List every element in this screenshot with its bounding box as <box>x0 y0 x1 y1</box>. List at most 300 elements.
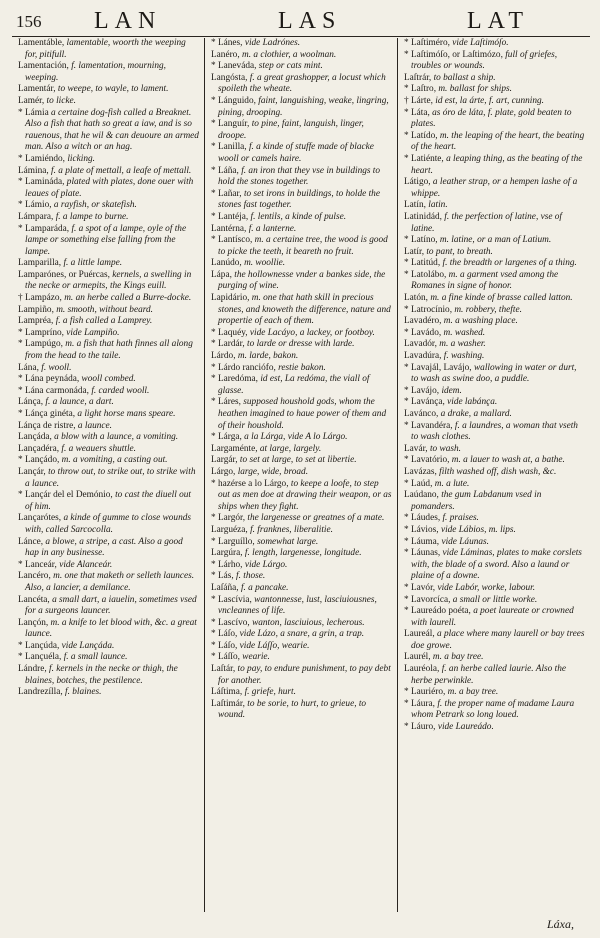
running-head-right: LAT <box>467 8 529 34</box>
dictionary-entry <box>18 641 199 653</box>
entry-definition: m. smooth, without beard. <box>56 304 153 315</box>
entry-headword: * Lamiéndo, <box>18 153 68 164</box>
entry-headword: * Lavorcíca, <box>404 594 453 605</box>
dictionary-entry <box>404 73 585 85</box>
entry-definition: the largenesse or greatnes of a mate. <box>247 513 385 524</box>
entry-headword: * Lávios, <box>404 524 441 535</box>
entry-headword: Lancéro, <box>18 571 54 582</box>
dictionary-entry <box>18 316 199 328</box>
dictionary-entry <box>18 258 199 270</box>
entry-headword: Lançarótes, <box>18 513 64 524</box>
entry-headword: * Lavatório, <box>404 455 452 466</box>
dictionary-entry <box>211 444 392 456</box>
dictionary-entry <box>404 421 585 444</box>
entry-headword: Lánça de ristre, <box>18 420 78 431</box>
entry-definition: vide Lacáyo, a lackey, or footboy. <box>249 327 375 338</box>
dictionary-entry <box>18 363 199 375</box>
dictionary-entry <box>404 351 585 363</box>
entry-headword: * Latrocínio, <box>404 304 455 315</box>
entry-definition: a place where many laurell or bay trees doe growe. <box>411 629 585 651</box>
dictionary-entry <box>211 224 392 236</box>
dictionary-entry <box>18 38 199 61</box>
entry-definition: f. a small launce. <box>63 652 128 663</box>
entry-headword: Lárdo, <box>211 351 238 362</box>
dictionary-entry <box>18 455 199 467</box>
dictionary-entry <box>18 200 199 212</box>
entry-headword: * Laquéy, <box>211 327 250 338</box>
entry-headword: Laſtrár, <box>404 72 434 83</box>
dictionary-entry <box>211 595 392 618</box>
entry-headword: * Latiénte, <box>404 153 447 164</box>
entry-headword: * Lánguido, <box>211 95 259 106</box>
entry-headword: * Latíno, <box>404 235 440 246</box>
entry-definition: a leaping thing, as the beating of the heart. <box>411 153 583 176</box>
entry-definition: to pant, to breath. <box>426 246 493 257</box>
entry-headword: * Lavánça, <box>404 397 448 408</box>
entry-definition: plated with plates, done ouer with leaues of plate. <box>25 177 194 199</box>
dictionary-entry <box>211 293 392 328</box>
dictionary-entry <box>18 84 199 96</box>
dictionary-entry <box>211 548 392 560</box>
dictionary-entry <box>18 154 199 166</box>
dictionary-entry <box>18 444 199 456</box>
entry-definition: to wash. <box>429 443 461 454</box>
entry-definition: to weepe, to wayle, to lament. <box>57 84 169 95</box>
entry-headword: * Laſtro, <box>404 84 439 95</box>
entry-headword: * Lárga, <box>211 432 245 443</box>
entry-headword: † Lárte, <box>404 95 436 106</box>
entry-headword: Lánça, <box>18 397 46 408</box>
entry-headword: * Lavajál, Lavájo, <box>404 362 474 373</box>
dictionary-entry <box>18 166 199 178</box>
dictionary-entry <box>404 247 585 259</box>
entry-definition: f. an herbe called laurie. Also the herbe perwinkle. <box>411 664 566 686</box>
entry-headword: Larguéza, <box>211 524 251 535</box>
entry-headword: * Latolábo, <box>404 269 449 280</box>
dictionary-entry <box>211 583 392 595</box>
dictionary-entry <box>211 351 392 363</box>
dictionary-entry <box>18 432 199 444</box>
dictionary-entry <box>211 525 392 537</box>
dictionary-entry <box>211 73 392 96</box>
column-3 <box>397 38 590 912</box>
dictionary-entry <box>211 339 392 351</box>
entry-headword: * Láſo, <box>211 629 240 640</box>
entry-headword: * Lançúda, <box>18 640 62 651</box>
entry-definition: vide Ladrónes. <box>244 38 301 48</box>
entry-headword: Lançáda, <box>18 432 55 443</box>
entry-definition: vide Láunas. <box>441 536 489 547</box>
entry-definition: id est, la árte, f. art, cunning. <box>435 95 544 106</box>
entry-definition: to pay, to endure punishment, to pay debt for another. <box>218 664 391 686</box>
entry-headword: Latón, <box>404 293 431 304</box>
entry-headword: * Lárdo ranciófo, <box>211 362 279 373</box>
entry-definition: latin. <box>428 200 448 211</box>
entry-definition: f. franknes, liberalitie. <box>250 524 333 535</box>
entry-headword: * Lanilla, <box>211 142 249 153</box>
entry-definition: vide Láminas, plates to make corslets with, the blade of a sword. Also a laund or plaine of a downe. <box>411 548 582 582</box>
dictionary-entry <box>404 154 585 177</box>
entry-headword: Laurél, <box>404 652 433 663</box>
column-2 <box>204 38 397 912</box>
entry-definition: f. those. <box>236 571 266 582</box>
entry-headword: * Latitúd, <box>404 258 443 269</box>
entry-headword: Landrezílla, <box>18 687 65 698</box>
dictionary-entry <box>211 119 392 142</box>
dictionary-entry <box>404 386 585 398</box>
entry-definition: idem. <box>441 385 462 396</box>
entry-definition: f. the breadth or largenes of a thing. <box>442 258 577 269</box>
dictionary-entry <box>18 61 199 84</box>
entry-definition: f. a lanterne. <box>248 223 297 234</box>
dictionary-entry <box>18 108 199 154</box>
dictionary-entry <box>18 328 199 340</box>
dictionary-entry <box>404 270 585 293</box>
entry-headword: Lamentáble, <box>18 38 67 48</box>
dictionary-entry <box>404 235 585 247</box>
dictionary-entry <box>404 50 585 73</box>
entry-definition: m. a washer. <box>439 339 486 350</box>
dictionary-entry <box>211 455 392 467</box>
entry-headword: * Lánça ginéta, <box>18 409 78 419</box>
dictionary-entry <box>404 316 585 328</box>
entry-definition: f. kernels in the necke or thigh, the blaines, botches, the pestilence. <box>25 664 178 686</box>
entry-headword: Lavadúra, <box>404 351 444 362</box>
entry-headword: * Lanceár, <box>18 559 60 570</box>
entry-headword: * Lascívo, <box>211 617 253 628</box>
entry-definition: vide Lázo, a snare, a grin, a trap. <box>239 629 365 640</box>
dictionary-entry <box>18 687 199 699</box>
entry-headword: Lápa, <box>211 269 235 280</box>
entry-headword: * Lavájo, <box>404 385 442 396</box>
dictionary-entry <box>404 490 585 513</box>
entry-definition: faint, languishing, weake, lingring, pining, drooping. <box>218 95 389 118</box>
dictionary-entry <box>211 687 392 699</box>
entry-definition: a launce. <box>77 420 112 431</box>
entry-definition: id est, La redóma, the viall of glasse. <box>218 374 370 396</box>
entry-headword: * Láudes, <box>404 513 443 524</box>
entry-definition: f. a pancake. <box>240 582 289 593</box>
entry-definition: f. an iron that they vse in buildings to hold the stones together. <box>218 165 381 188</box>
entry-definition: f. lentils, a kinde of pulse. <box>250 211 347 222</box>
entry-definition: m. a bay tree. <box>447 687 499 698</box>
dictionary-entry <box>211 571 392 583</box>
entry-definition: f. a plate of mettall, a leafe of mettall. <box>51 165 192 176</box>
entry-definition: a leather strap, or a hempen lashe of a whippe. <box>411 177 578 199</box>
dictionary-entry <box>211 328 392 340</box>
entry-definition: m. a vomiting, a casting out. <box>61 455 168 466</box>
entry-headword: * Lána carmonáda, <box>18 385 92 396</box>
entry-headword: * Laſtiméro, <box>404 38 453 48</box>
entry-headword: * Larguíllo, <box>211 536 258 547</box>
dictionary-entry <box>404 328 585 340</box>
entry-columns <box>12 38 590 912</box>
dictionary-entry <box>211 38 392 50</box>
entry-definition: m. robbery, thefte. <box>454 304 522 315</box>
entry-definition: f. a weauers shuttle. <box>61 443 136 454</box>
entry-headword: * Lavádo, <box>404 327 444 338</box>
entry-definition: somewhat large. <box>257 536 319 547</box>
dictionary-entry <box>404 513 585 525</box>
dictionary-entry <box>18 212 199 224</box>
entry-definition: m. ballast for ships. <box>438 84 512 95</box>
dictionary-entry <box>211 652 392 664</box>
entry-definition: vide Lárgo. <box>244 559 288 570</box>
entry-definition: to be sorie, to hurt, to grieue, to wound. <box>218 698 367 721</box>
entry-definition: vide Laſtimóſo. <box>452 38 509 48</box>
entry-headword: Lanúdo, <box>211 258 245 269</box>
entry-definition: m. woollie. <box>244 258 286 269</box>
entry-definition: m. a fine kinde of brasse called latton. <box>430 293 573 304</box>
dictionary-entry <box>18 374 199 386</box>
dictionary-entry <box>18 571 199 594</box>
dictionary-entry <box>18 421 199 433</box>
dictionary-entry <box>211 513 392 525</box>
dictionary-entry <box>211 537 392 549</box>
dictionary-entry <box>211 96 392 119</box>
entry-headword: Lavánco, <box>404 409 441 419</box>
entry-definition: to set at large, to set at libertie. <box>239 455 357 466</box>
dictionary-entry <box>404 525 585 537</box>
dictionary-entry <box>18 305 199 317</box>
dictionary-entry <box>211 629 392 641</box>
dictionary-entry <box>211 189 392 212</box>
entry-headword: * Láſſo, <box>211 652 243 663</box>
entry-headword: Lavadéro, <box>404 316 444 327</box>
dictionary-entry <box>404 108 585 131</box>
dictionary-entry <box>211 641 392 653</box>
entry-headword: Latinidád, <box>404 211 445 222</box>
entry-headword: * Láura, <box>404 698 438 709</box>
entry-definition: f. carded wooll. <box>91 385 150 396</box>
entry-headword: Lanéro, <box>211 49 242 60</box>
entry-definition: m. a fish that hath finnes all along from the head to the taile. <box>25 339 193 362</box>
entry-headword: Lamparilla, <box>18 258 64 269</box>
dictionary-entry <box>404 444 585 456</box>
entry-definition: to keepe a loofe, to step out as men doe at drawing their weapon, or as ships when they fight. <box>218 478 392 512</box>
entry-headword: Laſtár, <box>211 664 238 675</box>
entry-headword: * hazérse a lo Lárgo, <box>211 478 291 489</box>
entry-definition: f. a fish called a Lamprey. <box>55 316 153 327</box>
dictionary-entry <box>18 293 199 305</box>
entry-headword: Lamparónes, or Puércas, <box>18 269 113 280</box>
entry-definition: f. blaines. <box>64 687 102 698</box>
dictionary-entry <box>404 664 585 687</box>
dictionary-entry <box>211 374 392 397</box>
entry-definition: m. a certaine tree, the wood is good to picke the teeth, it beareth no fruit. <box>218 235 388 257</box>
dictionary-entry <box>18 270 199 293</box>
dictionary-entry <box>18 664 199 687</box>
entry-headword: Lançadéra, <box>18 443 62 454</box>
entry-headword: * Lampúgo, <box>18 339 66 350</box>
entry-headword: Lavár, <box>404 443 430 454</box>
entry-headword: Largár, <box>211 455 240 466</box>
entry-definition: a small dart, a iauelin, sometimes vsed for a surgeons launcer. <box>25 594 197 617</box>
dictionary-entry <box>18 595 199 618</box>
running-head-left: LAN <box>94 8 162 34</box>
dictionary-entry <box>18 652 199 664</box>
dictionary-entry <box>211 235 392 258</box>
entry-headword: Lamentár, <box>18 84 58 95</box>
entry-definition: a small or little worke. <box>452 594 538 605</box>
entry-definition: f. a spot of a lampe, oyle of the lampe or something else falling from the lampe. <box>25 223 187 257</box>
dictionary-entry <box>404 339 585 351</box>
entry-headword: * Láuro, <box>404 722 438 733</box>
entry-definition: m. the leaping of the heart, the beating of the heart. <box>411 130 585 153</box>
entry-definition: lamentable, woorth the weeping for, pitifull. <box>25 38 186 60</box>
entry-headword: Lançár, <box>18 466 49 477</box>
entry-definition: full of griefes, troubles or wounds. <box>411 49 558 72</box>
entry-definition: m. larde, bakon. <box>237 351 299 362</box>
entry-definition: wantonnesse, lust, lasciuiousnes, vncleannes of life. <box>218 594 377 617</box>
entry-headword: * Laredóma, <box>211 374 261 385</box>
entry-headword: Lantérna, <box>211 223 249 234</box>
entry-definition: wooll combed. <box>81 374 136 385</box>
entry-headword: Lapidário, <box>211 293 252 304</box>
dictionary-entry <box>18 224 199 259</box>
entry-definition: f. a laundres, a woman that vseth to wash clothes. <box>411 420 578 443</box>
dictionary-entry <box>211 142 392 165</box>
entry-definition: f. a launce, a dart. <box>45 397 114 408</box>
entry-headword: * Lardár, <box>211 339 248 350</box>
entry-headword: * Lárho, <box>211 559 245 570</box>
catchword: Láxa, <box>547 917 574 931</box>
entry-headword: * Lamparáda, <box>18 223 72 234</box>
entry-headword: Lamentación, <box>18 61 72 72</box>
entry-definition: vide Lampiño. <box>66 327 120 338</box>
dictionary-entry <box>404 606 585 629</box>
entry-definition: wearie. <box>242 652 270 663</box>
dictionary-entry <box>211 699 392 722</box>
entry-headword: * Largór, <box>211 513 248 524</box>
entry-definition: f. the proper name of madame Laura whom Petrark so long loued. <box>411 698 575 721</box>
entry-definition: to set irons in buildings, to holde the stones fast together. <box>218 188 380 211</box>
dictionary-entry <box>211 467 392 479</box>
dictionary-entry <box>404 722 585 734</box>
dictionary-entry <box>404 293 585 305</box>
entry-headword: Lampréa, <box>18 316 56 327</box>
entry-definition: m. washed. <box>443 327 486 338</box>
dictionary-entry <box>18 177 199 200</box>
entry-headword: Laúdano, <box>404 490 442 501</box>
entry-definition: a blow with a launce, a vomiting. <box>54 432 179 443</box>
entry-headword: * Lavandéra, <box>404 420 455 431</box>
entry-headword: Laſtimár, <box>211 698 248 709</box>
entry-headword: * Lámia <box>18 107 52 118</box>
dictionary-entry <box>404 455 585 467</box>
entry-headword: * Láres, <box>211 397 244 408</box>
entry-definition: filth washed off, dish wash, &c. <box>439 466 557 477</box>
entry-headword: Lauréola, <box>404 664 442 675</box>
entry-headword: * Lantísco, <box>211 235 255 246</box>
entry-headword: Laureál, <box>404 629 438 640</box>
dictionary-entry <box>211 664 392 687</box>
dictionary-entry <box>18 467 199 490</box>
dictionary-entry <box>404 595 585 607</box>
entry-headword: Langósta, <box>211 72 250 83</box>
entry-definition: a la Lárga, vide A lo Lárgo. <box>244 432 348 443</box>
entry-definition: vide Lábios, m. lips. <box>440 524 516 535</box>
dictionary-entry <box>404 583 585 595</box>
dictionary-entry <box>211 50 392 62</box>
entry-headword: * Laureádo poéta, <box>404 606 474 617</box>
entry-definition: to larde or dresse with larde. <box>247 339 355 350</box>
entry-definition: m. a clothier, a woolman. <box>241 49 337 60</box>
entry-definition: vide labánça. <box>447 397 498 408</box>
dictionary-entry <box>404 305 585 317</box>
dictionary-entry <box>18 409 199 421</box>
entry-headword: Lançón, <box>18 617 51 628</box>
entry-headword: * Lamináda, <box>18 177 67 188</box>
dictionary-entry <box>211 560 392 572</box>
entry-headword: * Lána peynáda, <box>18 374 82 385</box>
entry-definition: vide Labór, worke, labour. <box>437 582 536 593</box>
entry-definition: licking. <box>67 153 95 164</box>
page-header <box>12 6 590 37</box>
dictionary-entry <box>18 618 199 641</box>
entry-headword: * Lançár del el Demónio, <box>18 490 116 501</box>
entry-definition: m. a washing place. <box>443 316 518 327</box>
dictionary-entry <box>404 38 585 50</box>
entry-definition: f. praises. <box>442 513 479 524</box>
entry-headword: * Lañar, <box>211 188 244 199</box>
entry-definition: m. a lauer to wash at, a bathe. <box>451 455 565 466</box>
dictionary-entry <box>404 258 585 270</box>
entry-headword: Lampiño, <box>18 304 57 315</box>
dictionary-entry <box>404 699 585 722</box>
entry-headword: Lavadór, <box>404 339 440 350</box>
dictionary-entry <box>404 467 585 479</box>
entry-definition: f. washing. <box>443 351 485 362</box>
entry-headword: * Lauriéro, <box>404 687 448 698</box>
dictionary-entry <box>18 339 199 362</box>
entry-definition: f. a little lampe. <box>63 258 123 269</box>
entry-definition: f. a great grashopper, a locust which spoileth the wheate. <box>218 72 386 95</box>
entry-definition: supposed houshold gods, whom the heathen imagined to haue power of them and of their houshold. <box>218 397 387 431</box>
entry-headword: Lancéta, <box>18 594 53 605</box>
entry-headword: Lavázas, <box>404 466 440 477</box>
entry-headword: Láſtima, <box>211 687 245 698</box>
entry-definition: the gum Labdanum vsed in pomanders. <box>411 490 542 512</box>
entry-definition: f. length, largenesse, longitude. <box>244 548 362 559</box>
entry-headword: Laſáña, <box>211 582 241 593</box>
entry-definition: to ballast a ship. <box>433 72 496 83</box>
entry-definition: to licke. <box>46 95 76 106</box>
entry-definition: at large, largely. <box>259 443 322 454</box>
entry-definition: a light horse mans speare. <box>77 409 176 419</box>
entry-definition: m. a bay tree. <box>432 652 484 663</box>
entry-definition: a certaine dog-fish called a Breaknet. Also a fish that hath so great a iaw, and is so rauenous, that he wil & can deuoure an armed man. Also a witch or an hag. <box>25 107 199 153</box>
dictionary-entry <box>404 629 585 652</box>
dictionary-entry <box>211 479 392 514</box>
entry-definition: wallowing in water or durt, to wash as swine doo, a puddle. <box>411 362 577 385</box>
entry-headword: * Lançádo, <box>18 455 62 466</box>
dictionary-entry <box>18 537 199 560</box>
entry-headword: † Lampázo, <box>18 293 65 304</box>
dictionary-entry <box>404 131 585 154</box>
entry-definition: f. lamentation, mourning, weeping. <box>25 61 166 83</box>
entry-headword: Lándre, <box>18 664 49 675</box>
entry-definition: the hollownesse vnder a bankes side, the purging of wine. <box>218 269 386 292</box>
dictionary-entry <box>404 212 585 235</box>
dictionary-entry <box>404 537 585 549</box>
entry-headword: * Lascívia, <box>211 594 255 605</box>
entry-headword: Lána, <box>18 362 42 373</box>
entry-headword: Largúra, <box>211 548 245 559</box>
entry-definition: m. a knife to let blood with, &c. a great launce. <box>25 617 197 640</box>
entry-definition: vide Alanceár. <box>59 559 113 570</box>
entry-headword: Largaménte, <box>211 443 260 454</box>
